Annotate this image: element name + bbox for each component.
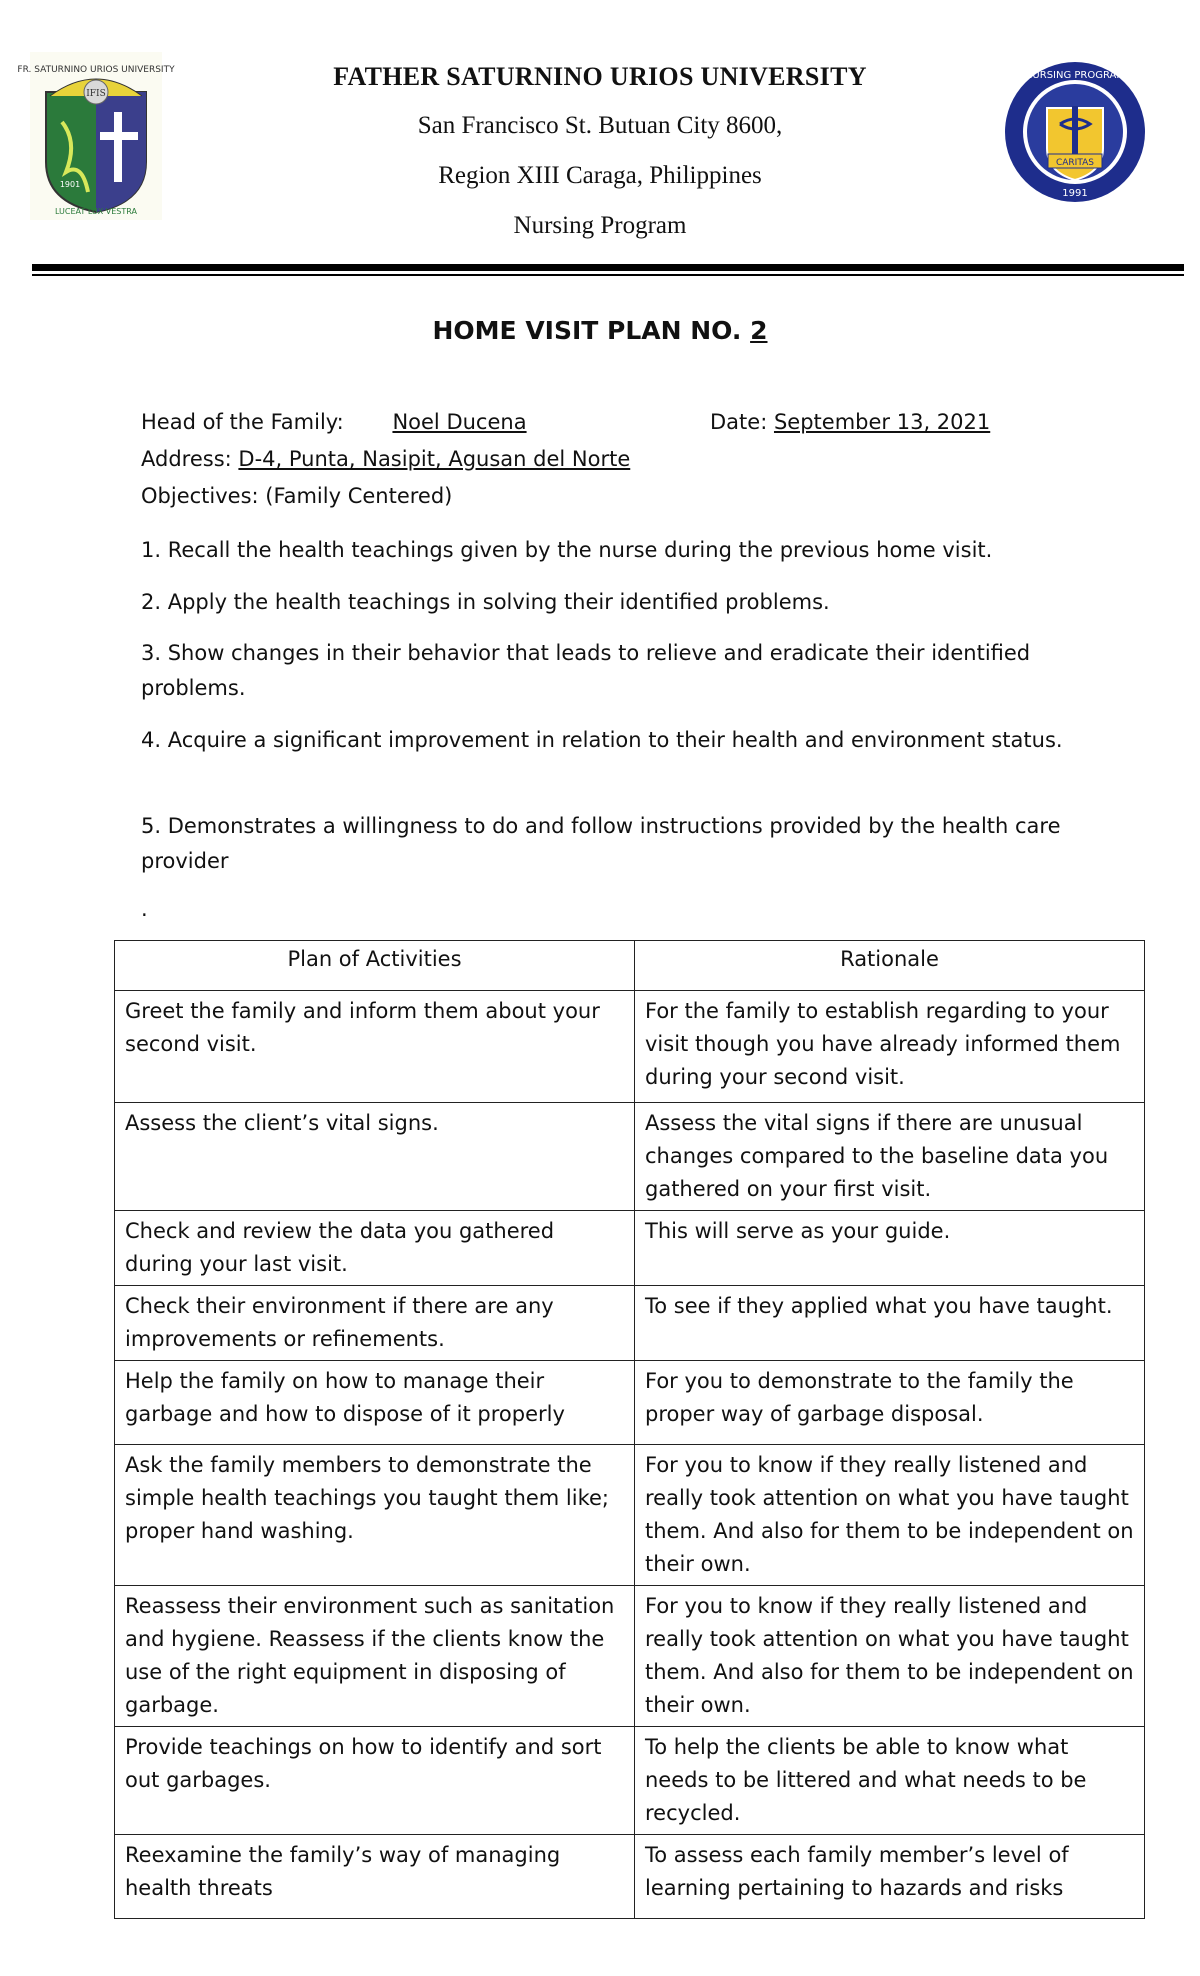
objective-item: 1. Recall the health teachings given by the nurse during the previous home visit. <box>141 538 993 562</box>
table-row <box>115 1835 1145 1919</box>
rationale-cell: For you to know if they really listened and really took attention on what you have taught them. And also for them to be independent on their own. <box>635 1586 1145 1727</box>
objective-item: 4. Acquire a significant improvement in relation to their health and environment status. <box>141 728 1063 752</box>
activity-cell: Reexamine the family’s way of managing health threats <box>115 1835 635 1919</box>
activity-cell: Check and review the data you gathered during your last visit. <box>115 1211 635 1286</box>
activity-cell: Greet the family and inform them about your second visit. <box>115 991 635 1103</box>
table-row <box>115 1211 1145 1286</box>
rationale-cell: To help the clients be able to know what needs to be littered and what needs to be recycled. <box>635 1727 1145 1835</box>
address-label: Address: <box>141 447 232 471</box>
activity-cell: Reassess their environment such as sanitation and hygiene. Reassess if the clients know the use of the right equipment in disposing of garbage. <box>115 1586 635 1727</box>
title-prefix: HOME VISIT PLAN NO. <box>432 316 751 345</box>
rationale-cell: For you to demonstrate to the family the proper way of garbage disposal. <box>635 1361 1145 1445</box>
table-row <box>115 1361 1145 1445</box>
university-address: San Francisco St. Butuan City 8600, <box>417 112 783 139</box>
seal-year: 1901 <box>59 180 81 189</box>
objective-item: 5. Demonstrates a willingness to do and follow instructions provided by the health care provider <box>141 814 1061 873</box>
rationale-cell: To see if they applied what you have taught. <box>635 1286 1145 1361</box>
table-row <box>115 1727 1145 1835</box>
table-row <box>115 991 1145 1103</box>
activities-table <box>114 940 1145 1919</box>
header-plan-of-activities: Plan of Activities <box>115 941 635 991</box>
seal-ring-text: FR. SATURNINO URIOS UNIVERSITY <box>17 65 175 75</box>
address-value: D-4, Punta, Nasipit, Agusan del Norte <box>238 447 631 471</box>
header-divider-thick <box>32 264 1184 271</box>
activity-cell: Provide teachings on how to identify and sort out garbages. <box>115 1727 635 1835</box>
header-divider-thin <box>32 274 1184 276</box>
stray-dot: . <box>141 897 148 921</box>
program-name: Nursing Program <box>513 212 687 239</box>
activity-cell: Help the family on how to manage their garbage and how to dispose of it properly <box>115 1361 635 1445</box>
activity-cell: Assess the client’s vital signs. <box>115 1103 635 1211</box>
title-number: 2 <box>750 316 768 345</box>
university-region: Region XIII Caraga, Philippines <box>438 162 762 189</box>
date-label: Date: <box>710 410 768 434</box>
document-title <box>0 316 1200 345</box>
logo-ring-text: NURSING PROGRAM <box>1024 70 1126 81</box>
seal-letters: IFIS <box>86 89 106 99</box>
head-value: Noel Ducena <box>392 410 527 434</box>
table-row <box>115 1445 1145 1586</box>
objectives-label: Objectives: (Family Centered) <box>141 484 453 508</box>
table-header-row <box>115 941 1145 991</box>
seal-motto: LUCEAT LUX VESTRA <box>55 207 137 216</box>
rationale-cell: For you to know if they really listened and really took attention on what you have taught them. And also for them to be independent on their own. <box>635 1445 1145 1586</box>
logo-banner-text: CARITAS <box>1055 158 1095 168</box>
logo-year: 1991 <box>1062 188 1088 199</box>
rationale-cell: Assess the vital signs if there are unusual changes compared to the baseline data you gathered on your first visit. <box>635 1103 1145 1211</box>
head-label: Head of the Family: <box>141 410 344 434</box>
table-row <box>115 1286 1145 1361</box>
rationale-cell: For the family to establish regarding to your visit though you have already informed them during your second visit. <box>635 991 1145 1103</box>
date-value: September 13, 2021 <box>773 410 991 434</box>
table-row <box>115 1586 1145 1727</box>
university-name: FATHER SATURNINO URIOS UNIVERSITY <box>333 62 867 91</box>
objective-item: 3. Show changes in their behavior that leads to relieve and eradicate their identified problems. <box>141 641 1031 700</box>
rationale-cell: To assess each family member’s level of learning pertaining to hazards and risks <box>635 1835 1145 1919</box>
header-rationale: Rationale <box>635 941 1145 991</box>
objective-item: 2. Apply the health teachings in solving their identified problems. <box>141 590 830 614</box>
activity-cell: Check their environment if there are any improvements or refinements. <box>115 1286 635 1361</box>
table-row <box>115 1103 1145 1211</box>
rationale-cell: This will serve as your guide. <box>635 1211 1145 1286</box>
head-of-family-field <box>141 410 533 434</box>
date-field <box>710 410 990 434</box>
activity-cell: Ask the family members to demonstrate the simple health teachings you taught them like; proper hand washing. <box>115 1445 635 1586</box>
address-field <box>141 447 630 471</box>
